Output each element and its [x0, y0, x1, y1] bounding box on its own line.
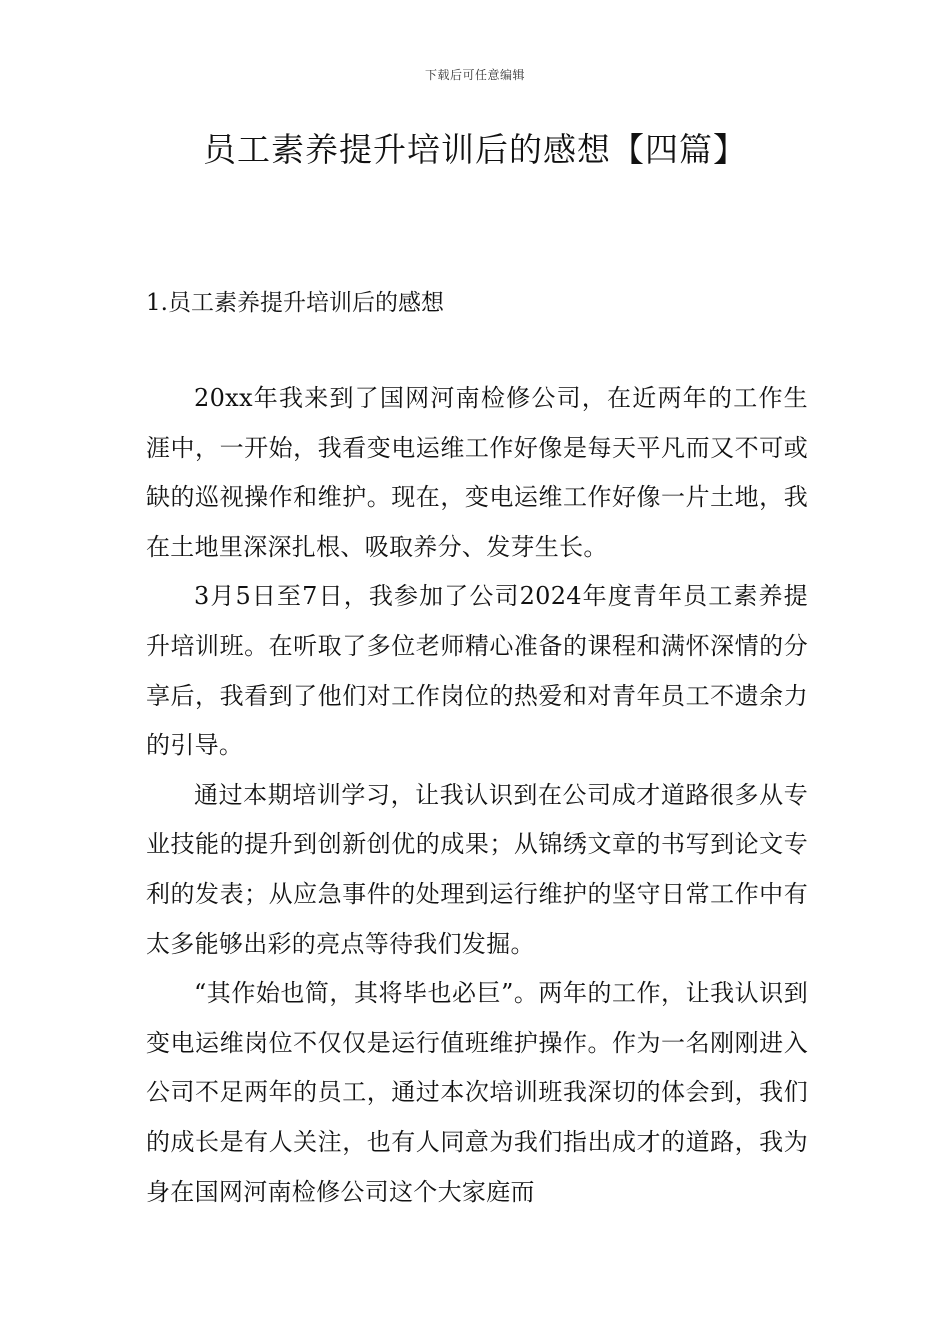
paragraph-2: 3月5日至7日，我参加了公司2024年度青年员工素养提升培训班。在听取了多位老师精心准备的课程和满怀深情的分享后，我看到了他们对工作岗位的热爱和对青年员工不遗余力的引导。: [146, 582, 808, 760]
document-body: [146, 374, 808, 1217]
paragraph-3: 通过本期培训学习，让我认识到在公司成才道路很多从专业技能的提升到创新创优的成果；从锦绣文章的书写到论文专利的发表；从应急事件的处理到运行维护的坚守日常工作中有太多能够出彩的亮点等待我们发掘。: [146, 780, 808, 958]
section-heading: 1.员工素养提升培训后的感想: [146, 290, 444, 316]
paragraph-1: 20xx年我来到了国网河南检修公司，在近两年的工作生涯中，一开始，我看变电运维工作好像是每天平凡而又不可或缺的巡视操作和维护。现在，变电运维工作好像一片土地，我在土地里深深扎根、吸取养分、发芽生长。: [146, 384, 808, 561]
paragraph-4: “其作始也简，其将毕也必巨”。两年的工作，让我认识到变电运维岗位不仅仅是运行值班维护操作。作为一名刚刚进入公司不足两年的员工，通过本次培训班我深切的体会到，我们的成长是有人关注，也有人同意为我们指出成才的道路，我为身在国网河南检修公司这个大家庭而: [146, 979, 808, 1206]
document-title: 员工素养提升培训后的感想【四篇】: [203, 130, 747, 169]
page-header-note: 下载后可任意编辑: [424, 68, 525, 82]
